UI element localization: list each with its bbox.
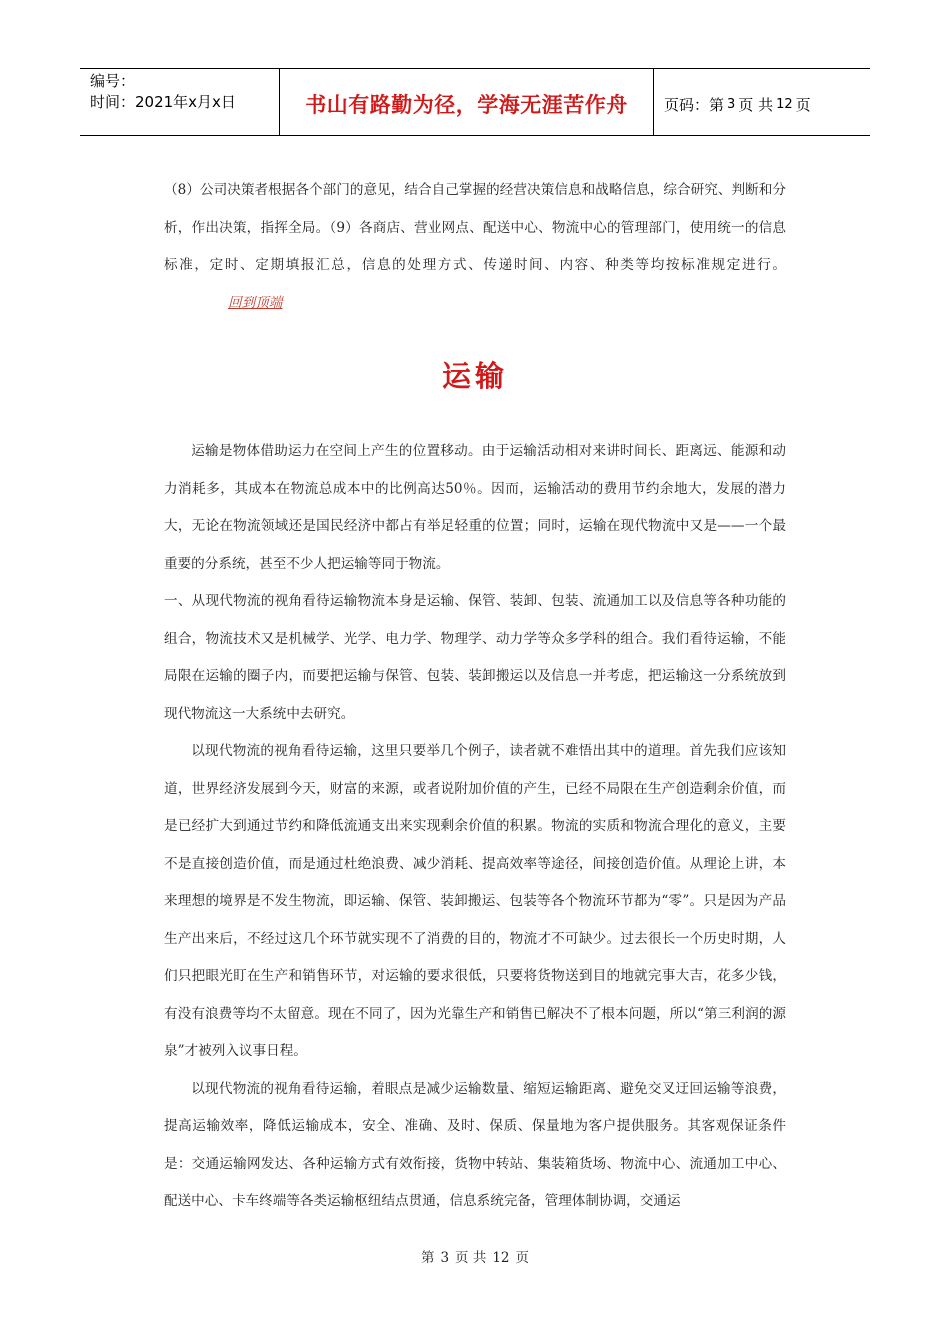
top-paragraph bbox=[164, 172, 786, 322]
paragraph-intro: 运输是物体借助运力在空间上产生的位置移动。由于运输活动相对来讲时间长、距离远、能源和动力消耗多，其成本在物流总成本中的比例高达50％。因而，运输活动的费用节约余地大，发展的潜力大，无论在物流领域还是国民经济中都占有举足轻重的位置；同时，运输在现代物流中又是——一个最重要的分系统，甚至不少人把运输等同于物流。 bbox=[164, 443, 786, 572]
header-motto: 书山有路勤为径，学海无涯苦作舟 bbox=[305, 93, 628, 117]
header-page-current: 3 bbox=[727, 96, 736, 112]
footer-prefix: 第 bbox=[420, 1250, 435, 1266]
top-paragraph-text: （8）公司决策者根据各个部门的意见，结合自己掌握的经营决策信息和战略信息，综合研究、判断和分析，作出决策，指挥全局。（9）各商店、营业网点、配送中心、物流中心的管理部门，使用统一的信息标准，定时、定期填报汇总，信息的处理方式、传递时间、内容、种类等均按标准规定进行。 bbox=[164, 182, 786, 273]
paragraph-examples: 以现代物流的视角看待运输，这里只要举几个例子，读者就不难悟出其中的道理。首先我们应该知道，世界经济发展到今天，财富的来源，或者说附加价值的产生，已经不局限在生产创造剩余价值，而是已经扩大到通过节约和降低流通支出来实现剩余价值的积累。物流的实质和物流合理化的意义，主要不是直接创造价值，而是通过杜绝浪费、减少消耗、提高效率等途径，间接创造价值。从理论上讲，本来理想的境界是不发生物流，即运输、保管、装卸搬运、包装等各个物流环节都为“零”。只是因为产品生产出来后，不经过这几个环节就实现不了消费的目的，物流才不可缺少。过去很长一个历史时期，人们只把眼光盯在生产和销售环节，对运输的要求很低，只要将货物送到目的地就完事大吉，花多少钱，有没有浪费等均不太留意。现在不同了，因为光靠生产和销售已解决不了根本问题，所以“第三利润的源泉”才被列入议事日程。 bbox=[164, 743, 786, 1059]
paragraph-point-one: 一、从现代物流的视角看待运输物流本身是运输、保管、装卸、包装、流通加工以及信息等各种功能的组合，物流技术又是机械学、光学、电力学、物理学、动力学等众多学科的组合。我们看待运输，不能局限在运输的圈子内，而要把运输与保管、包装、装卸搬运以及信息一并考虑，把运输这一分系统放到现代物流这一大系统中去研究。 bbox=[164, 593, 786, 722]
header-page-prefix: 页码：第 bbox=[664, 95, 725, 114]
document-number-label: 编号： bbox=[90, 72, 136, 90]
header-motto-cell bbox=[280, 69, 654, 135]
section-body bbox=[164, 433, 786, 1221]
paragraph-focus: 以现代物流的视角看待运输，着眼点是减少运输数量、缩短运输距离、避免交叉迂回运输等浪费，提高运输效率，降低运输成本，安全、准确、及时、保质、保量地为客户提供服务。其客观保证条件是：交通运输网发达、各种运输方式有效衔接，货物中转站、集装箱货场、物流中心、流通加工中心、配送中心、卡车终端等各类运输枢纽结点贯通，信息系统完备，管理体制协调，交通运 bbox=[164, 1080, 786, 1209]
footer-page-current: 3 bbox=[440, 1250, 450, 1266]
section-title: 运输 bbox=[441, 359, 508, 393]
header-meta-cell bbox=[80, 69, 280, 135]
footer-page-total: 12 bbox=[492, 1250, 510, 1266]
header-page-cell bbox=[654, 69, 870, 135]
page-header bbox=[80, 68, 870, 136]
document-time-label: 时间：2021年x月x日 bbox=[90, 93, 236, 111]
footer-mid: 页 共 bbox=[455, 1250, 487, 1266]
page-footer bbox=[0, 1246, 950, 1266]
header-page-total: 12 bbox=[776, 96, 793, 112]
header-page-mid: 页 共 bbox=[738, 95, 774, 114]
header-page-suffix: 页 bbox=[795, 95, 811, 114]
back-to-top-link[interactable]: 回到顶端 bbox=[228, 294, 283, 311]
footer-suffix: 页 bbox=[515, 1250, 530, 1266]
